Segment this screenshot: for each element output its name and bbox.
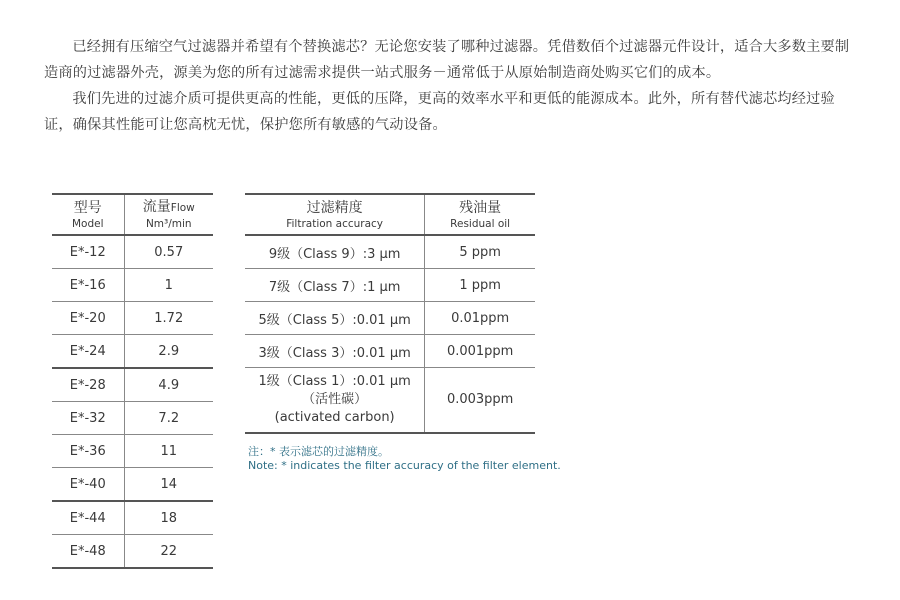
intro-paragraph-2: 我们先进的过滤介质可提供更高的性能，更低的压降，更高的效率水平和更低的能源成本。此外，所有替代滤芯均经过验证，确保其性能可让您高枕无忧，保护您所有敏感的气动设备。 xyxy=(44,91,835,133)
accuracy-line-3: (activated carbon) xyxy=(274,410,395,425)
model-header xyxy=(52,194,124,235)
flow-cell: 0.57 xyxy=(124,235,213,269)
flow-header-zh: 流量 xyxy=(142,199,171,215)
accuracy-line-2: （活性碳） xyxy=(302,392,368,407)
table-row xyxy=(245,368,535,434)
table-row xyxy=(52,402,213,435)
oil-cell: 1 ppm xyxy=(425,269,535,302)
flow-cell: 22 xyxy=(160,543,178,559)
flow-header-unit: Nm³/min xyxy=(145,218,192,230)
note-en: Note: * indicates the filter accuracy of the filter element. xyxy=(248,459,561,472)
accuracy-oil-table xyxy=(245,193,535,434)
model-cell: E*-20 xyxy=(52,302,124,335)
model-flow-table xyxy=(52,193,213,569)
table-row xyxy=(245,235,535,269)
table-row xyxy=(52,468,213,502)
accuracy-header xyxy=(245,194,425,235)
flow-cell: 1 xyxy=(124,269,213,302)
flow-cell: 2.9 xyxy=(124,335,213,369)
accuracy-cell: 3级（Class 3）:0.01 μm xyxy=(245,335,425,368)
oil-cell: 5 ppm xyxy=(425,235,535,269)
table-row xyxy=(52,368,213,402)
oil-header-en: Residual oil xyxy=(450,217,511,230)
model-cell: E*-44 xyxy=(52,501,124,535)
oil-cell: 0.01ppm xyxy=(425,302,535,335)
accuracy-cell: 5级（Class 5）:0.01 μm xyxy=(245,302,425,335)
model-header-en: Model xyxy=(72,217,104,230)
table-row xyxy=(52,435,213,468)
accuracy-cell: 7级（Class 7）:1 μm xyxy=(245,269,425,302)
oil-header xyxy=(425,194,535,235)
model-cell: E*-28 xyxy=(52,368,124,402)
oil-cell: 0.003ppm xyxy=(446,392,514,407)
intro-text xyxy=(44,34,860,138)
table-row xyxy=(245,269,535,302)
oil-header-zh: 残油量 xyxy=(459,199,502,216)
table-header-row xyxy=(245,194,535,235)
model-cell: E*-36 xyxy=(52,435,124,468)
accuracy-cell: 9级（Class 9）:3 μm xyxy=(245,235,425,269)
table-row xyxy=(52,335,213,369)
accuracy-line-1: 1级（Class 1）:0.01 μm xyxy=(258,374,411,389)
table-row xyxy=(52,535,213,569)
model-cell: E*-12 xyxy=(52,235,124,269)
table-row xyxy=(52,269,213,302)
note-zh: 注：* 表示滤芯的过滤精度。 xyxy=(248,445,389,458)
flow-cell: 14 xyxy=(124,468,213,502)
model-cell: E*-16 xyxy=(52,269,124,302)
model-header-zh: 型号 xyxy=(73,199,102,216)
intro-paragraph-1: 已经拥有压缩空气过滤器并希望有个替换滤芯？无论您安装了哪种过滤器。凭借数佰个过滤器元件设计，适合大多数主要制造商的过滤器外壳，源美为您的所有过滤需求提供一站式服务－通常低于从原始制造商处购买它们的成本。 xyxy=(44,39,850,81)
table-row xyxy=(245,335,535,368)
accuracy-header-zh: 过滤精度 xyxy=(306,199,363,216)
table-row xyxy=(52,501,213,535)
table-row xyxy=(245,302,535,335)
model-cell: E*-40 xyxy=(52,468,124,502)
flow-cell: 11 xyxy=(124,435,213,468)
oil-cell: 0.001ppm xyxy=(425,335,535,368)
flow-cell: 18 xyxy=(124,501,213,535)
flow-header-en: Flow xyxy=(170,202,195,214)
accuracy-cell xyxy=(245,368,425,434)
flow-header xyxy=(124,194,213,235)
flow-cell: 4.9 xyxy=(124,368,213,402)
flow-cell: 7.2 xyxy=(124,402,213,435)
table-header-row xyxy=(52,194,213,235)
model-cell: E*-24 xyxy=(52,335,124,369)
flow-cell: 1.72 xyxy=(124,302,213,335)
table-row xyxy=(52,302,213,335)
table-row xyxy=(52,235,213,269)
model-cell: E*-32 xyxy=(52,402,124,435)
accuracy-header-en: Filtration accuracy xyxy=(286,217,384,230)
model-cell: E*-48 xyxy=(52,535,124,569)
